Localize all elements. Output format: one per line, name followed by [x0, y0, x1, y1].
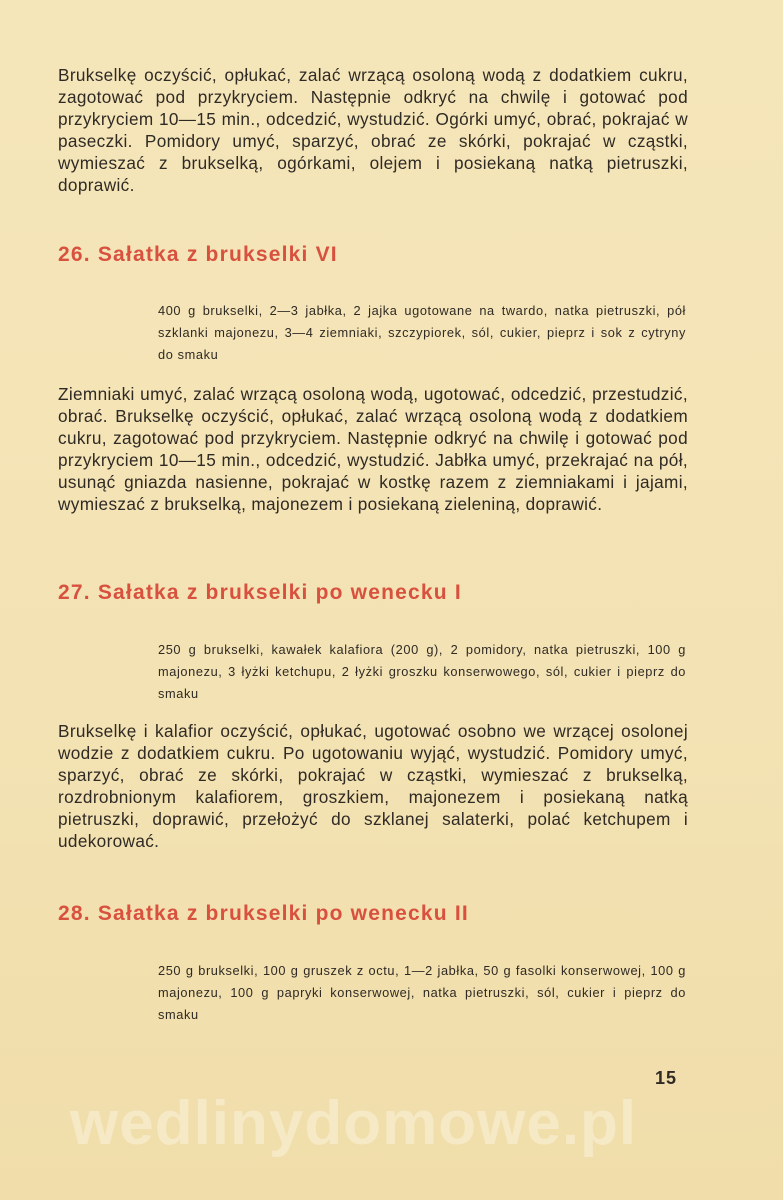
intro-paragraph: Brukselkę oczyścić, opłukać, zalać wrzącą osoloną wodą z dodatkiem cukru, zagotować pod przykryciem. Następnie odkryć na chwilę i gotować pod przykryciem 10—15 min., odcedzić, wystudzić. Ogórki umyć, obrać, pokrajać w paseczki. Pomidory umyć, sparzyć, obrać ze skórki, pokrajać w cząstki, wymieszać z brukselką, ogórkami, olejem i posiekaną natką pietruszki, doprawić.	[58, 65, 688, 195]
recipe-28-ingredients: 250 g brukselki, 100 g gruszek z octu, 1—2 jabłka, 50 g fasolki konserwowej, 100 g majonezu, 100 g papryki konserwowej, natka pietruszki, sól, cukier i pieprz do smaku	[158, 963, 686, 1022]
intro-section	[58, 64, 688, 196]
recipe-27-title: 27. Sałatka z brukselki po wenecku I	[58, 581, 462, 604]
recipe-26-method: Ziemniaki umyć, zalać wrzącą osoloną wodą, ugotować, odcedzić, przestudzić, obrać. Brukselkę oczyścić, opłukać, zalać wrzącą osoloną wodą z dodatkiem cukru, zagotować pod przykryciem. Następnie odkryć na chwilę i gotować pod przykryciem 10—15 min., odcedzić, wystudzić. Jabłka umyć, przekrajać na pół, usunąć gniazda nasienne, pokrajać w kostkę razem z ziemniakami i jajami, wymieszać z brukselką, majonezem i posiekaną zieleniną, doprawić.	[58, 384, 688, 514]
recipe-28-title: 28. Sałatka z brukselki po wenecku II	[58, 902, 469, 925]
recipe-27-title-wrap	[58, 581, 688, 605]
recipe-27-method: Brukselkę i kalafior oczyścić, opłukać, ugotować osobno we wrzącej osolonej wodzie z dodatkiem cukru. Po ugotowaniu wyjąć, wystudzić. Pomidory umyć, sparzyć, obrać ze skórki, pokrajać w cząstki, wymieszać z brukselką, rozdrobnionym kalafiorem, groszkiem, majonezem i posiekaną natką pietruszki, doprawić, przełożyć do szklanej salaterki, polać ketchupem i udekorować.	[58, 721, 688, 851]
watermark-text: wedlinydomowe.pl	[70, 1089, 638, 1158]
recipe-26-method-wrap	[58, 383, 688, 515]
recipe-26-title: 26. Sałatka z brukselki VI	[58, 243, 338, 266]
page-number: 15	[655, 1068, 678, 1088]
recipe-26-ingredients: 400 g brukselki, 2—3 jabłka, 2 jajka ugotowane na twardo, natka pietruszki, pół szklanki majonezu, 3—4 ziemniaki, szczypiorek, sól, cukier, pieprz i sok z cytryny do smaku	[158, 303, 686, 362]
recipe-27-method-wrap	[58, 720, 688, 852]
recipe-27-ingredients: 250 g brukselki, kawałek kalafiora (200 g), 2 pomidory, natka pietruszki, 100 g majonezu, 3 łyżki ketchupu, 2 łyżki groszku konserwowego, sól, cukier i pieprz do smaku	[158, 642, 686, 701]
recipe-28-title-wrap	[58, 902, 688, 926]
recipe-26-title-wrap	[58, 243, 688, 267]
